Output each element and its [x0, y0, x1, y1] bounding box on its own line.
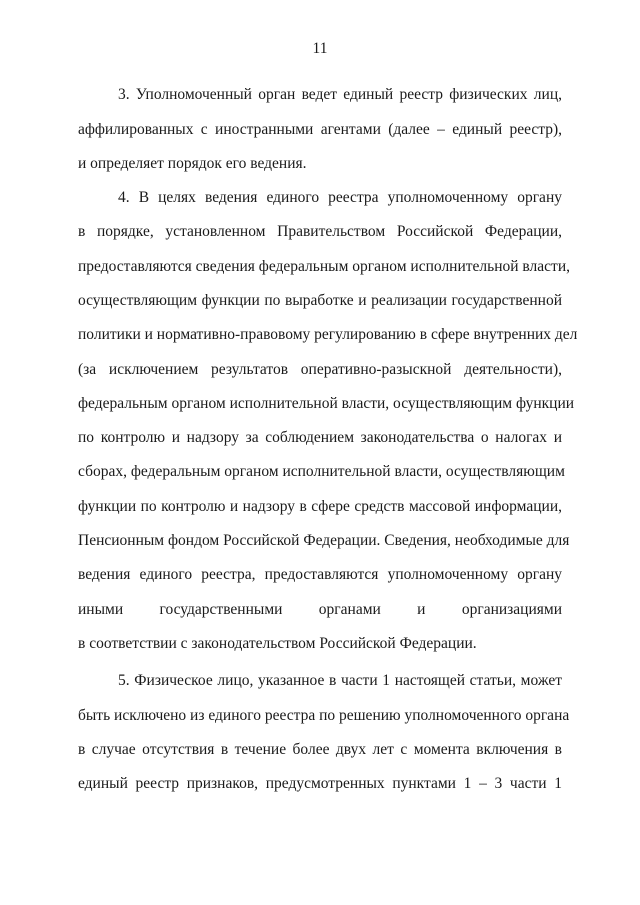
text-line: и определяет порядок его ведения. [78, 155, 307, 172]
text-line: в соответствии с законодательством Российской Федерации. [78, 635, 477, 652]
text-line: сборах, федеральным органом исполнительной власти, осуществляющим [78, 463, 565, 480]
text-line: 4. В целях ведения единого реестра уполномоченному органу [118, 189, 562, 206]
text-line: в случае отсутствия в течение более двух лет с момента включения в [78, 741, 562, 758]
text-line: предоставляются сведения федеральным органом исполнительной власти, [78, 258, 570, 275]
text-line: в порядке, установленном Правительством Российской Федерации, [78, 223, 562, 240]
text-line: единый реестр признаков, предусмотренных пунктами 1 – 3 части 1 [78, 775, 562, 792]
text-line: функции по контролю и надзору в сфере средств массовой информации, [78, 498, 562, 515]
text-line: политики и нормативно-правовому регулированию в сфере внутренних дел [78, 326, 578, 343]
text-line: осуществляющим функции по выработке и реализации государственной [78, 292, 562, 309]
text-line: 3. Уполномоченный орган ведет единый реестр физических лиц, [118, 86, 562, 103]
text-line: ведения единого реестра, предоставляются уполномоченному органу [78, 566, 562, 583]
text-line: 5. Физическое лицо, указанное в части 1 настоящей статьи, может [118, 672, 562, 689]
text-line: по контролю и надзору за соблюдением законодательства о налогах и [78, 429, 562, 446]
text-line: Пенсионным фондом Российской Федерации. Сведения, необходимые для [78, 532, 570, 549]
text-line: федеральным органом исполнительной власти, осуществляющим функции [78, 395, 575, 412]
text-line: быть исключено из единого реестра по решению уполномоченного органа [78, 707, 570, 724]
text-line: (за исключением результатов оперативно-разыскной деятельности), [78, 361, 562, 378]
text-line: иными государственными органами и организациями [78, 601, 562, 618]
text-line: аффилированных с иностранными агентами (далее – единый реестр), [78, 121, 562, 138]
page-number: 11 [312, 40, 328, 57]
